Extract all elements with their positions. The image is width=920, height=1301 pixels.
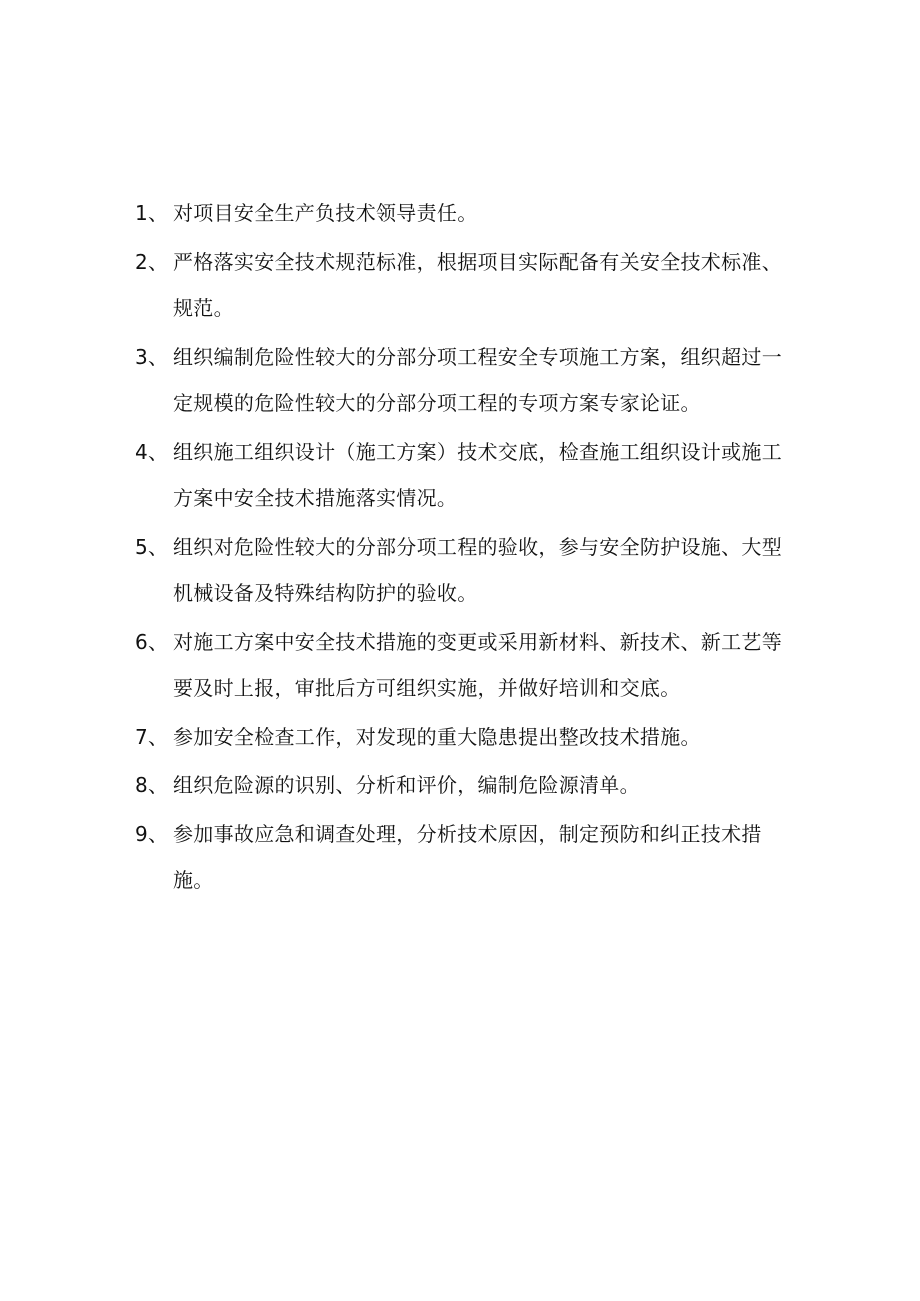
list-item	[135, 619, 785, 712]
item-text: 参加安全检查工作，对发现的重大隐患提出整改技术措施。	[173, 724, 701, 749]
list-item	[135, 334, 785, 427]
list-item	[135, 524, 785, 617]
list-item	[135, 811, 785, 904]
item-text: 组织施工组织设计（施工方案）技术交底，检查施工组织设计或施工方案中安全技术措施落实情况。	[173, 439, 782, 510]
list-item	[135, 714, 785, 761]
item-number: 2、	[135, 249, 169, 274]
list-item	[135, 762, 785, 809]
item-text: 对施工方案中安全技术措施的变更或采用新材料、新技术、新工艺等要及时上报，审批后方可组织实施，并做好培训和交底。	[173, 629, 782, 700]
item-text: 组织对危险性较大的分部分项工程的验收，参与安全防护设施、大型机械设备及特殊结构防护的验收。	[173, 534, 782, 605]
item-text: 参加事故应急和调查处理，分析技术原因，制定预防和纠正技术措施。	[173, 821, 762, 892]
item-text: 对项目安全生产负技术领导责任。	[173, 201, 478, 225]
list-item	[135, 190, 785, 237]
item-text: 组织编制危险性较大的分部分项工程安全专项施工方案，组织超过一定规模的危险性较大的分部分项工程的专项方案专家论证。	[173, 344, 782, 415]
list-item	[135, 239, 785, 332]
item-number: 8、	[135, 773, 169, 797]
item-text: 严格落实安全技术规范标准，根据项目实际配备有关安全技术标准、规范。	[173, 249, 782, 320]
responsibility-list	[135, 190, 785, 906]
item-number: 9、	[135, 821, 169, 846]
item-number: 5、	[135, 534, 169, 559]
item-number: 3、	[135, 344, 169, 369]
item-number: 1、	[135, 201, 169, 225]
item-number: 6、	[135, 629, 169, 654]
item-text: 组织危险源的识别、分析和评价，编制危险源清单。	[173, 773, 640, 797]
list-item	[135, 429, 785, 522]
item-number: 7、	[135, 724, 169, 749]
item-number: 4、	[135, 439, 169, 464]
